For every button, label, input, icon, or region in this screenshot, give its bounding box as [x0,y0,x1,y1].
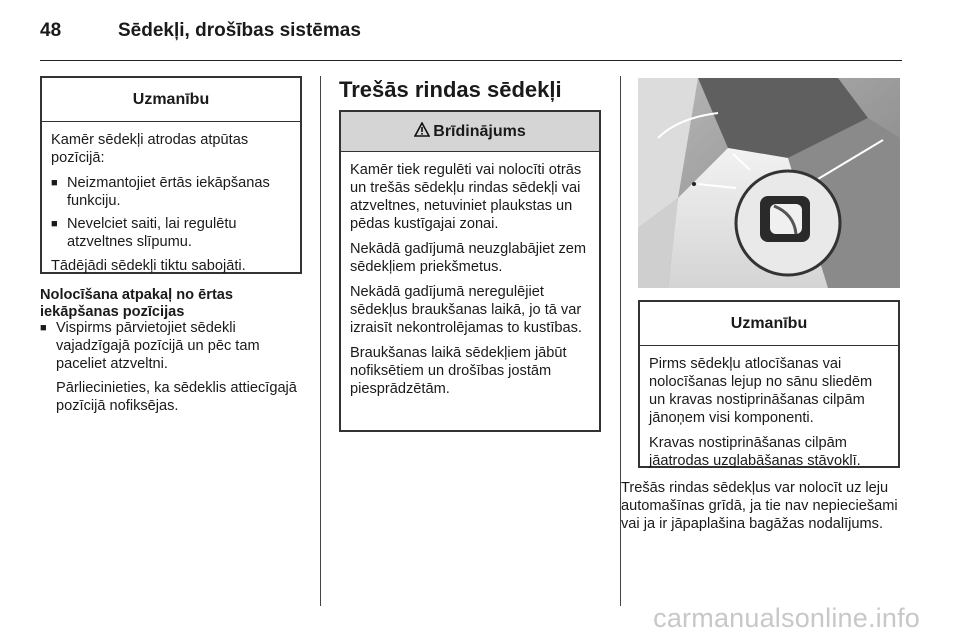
right-caution-paragraph: Kravas nostiprināšanas cilpām jāatrodas uzglabāšanas stāvoklī. [649,435,861,469]
warning-body [341,152,599,406]
warning-title: Brīdinājums [433,122,526,140]
closing-paragraph: Trešās rindas sēdekļus var nolocīt uz leju automašīnas grīdā, ja tie nav nepieciešami vai ja ir jāpaplašina bagāžas nodalījums. [621,480,898,532]
warning-paragraph: Kamēr tiek regulēti vai nolocīti otrās un trešās sēdekļu rindas sēdekļi vai atzveltnes, netuviniet plaukstas un pēdas kustīgajai zonai. [350,162,582,232]
right-caution-box [638,300,900,468]
section-title: Trešās rindas sēdekļi [339,77,562,102]
left-caution-body [42,122,300,283]
left-caution-title: Uzmanību [42,78,300,122]
left-caution-conclusion: Tādējādi sēdekļi tiktu sabojāti. [51,258,246,274]
list-item: ■ Nevelciet saiti, lai regulētu atzveltnes slīpumu. [51,215,291,251]
warning-paragraph: Braukšanas laikā sēdekļiem jābūt nofiksētiem un drošības jostām piesprādzētām. [350,345,567,397]
subsection-heading: Nolocīšana atpakaļ no ērtas iekāpšanas pozīcijas [40,287,234,320]
column-divider-left [320,76,321,606]
watermark: carmanualsonline.info [653,603,920,633]
right-caution-title: Uzmanību [640,302,898,346]
left-caution-list [51,174,291,251]
warning-paragraph: Nekādā gadījumā neuzglabājiet zem sēdekļiem priekšmetus. [350,241,587,275]
list-item: ■ Neizmantojiet ērtās iekāpšanas funkciju. [51,174,291,210]
warning-box [339,110,601,432]
right-caution-body [640,346,898,478]
step-note: Pārliecinieties, ka sēdeklis attiecīgajā pozīcijā nofiksējas. [56,380,297,414]
steps-block [40,319,308,415]
warning-triangle-icon [414,122,430,142]
list-item: ■ Vispirms pārvietojiet sēdekli vajadzīgajā pozīcijā un pēc tam paceliet atzveltni. [40,319,308,373]
cargo-area-illustration [638,78,900,288]
left-caution-box [40,76,302,274]
steps-list [40,319,308,373]
page-number: 48 [40,20,62,41]
warning-paragraph: Nekādā gadījumā neregulējiet sēdekļus braukšanas laikā, jo tā var izraisīt nekontrolējamas to kustības. [350,284,582,336]
header-divider [40,60,902,61]
right-caution-paragraph: Pirms sēdekļu atlocīšanas vai nolocīšanas lejup no sānu sliedēm un kravas nostiprināšanas cilpām jānoņem visi komponenti. [649,356,873,426]
warning-title-bar [341,112,599,152]
chapter-title: Sēdekļi, drošības sistēmas [118,20,361,41]
left-caution-intro: Kamēr sēdekļi atrodas atpūtas pozīcijā: [51,132,249,166]
